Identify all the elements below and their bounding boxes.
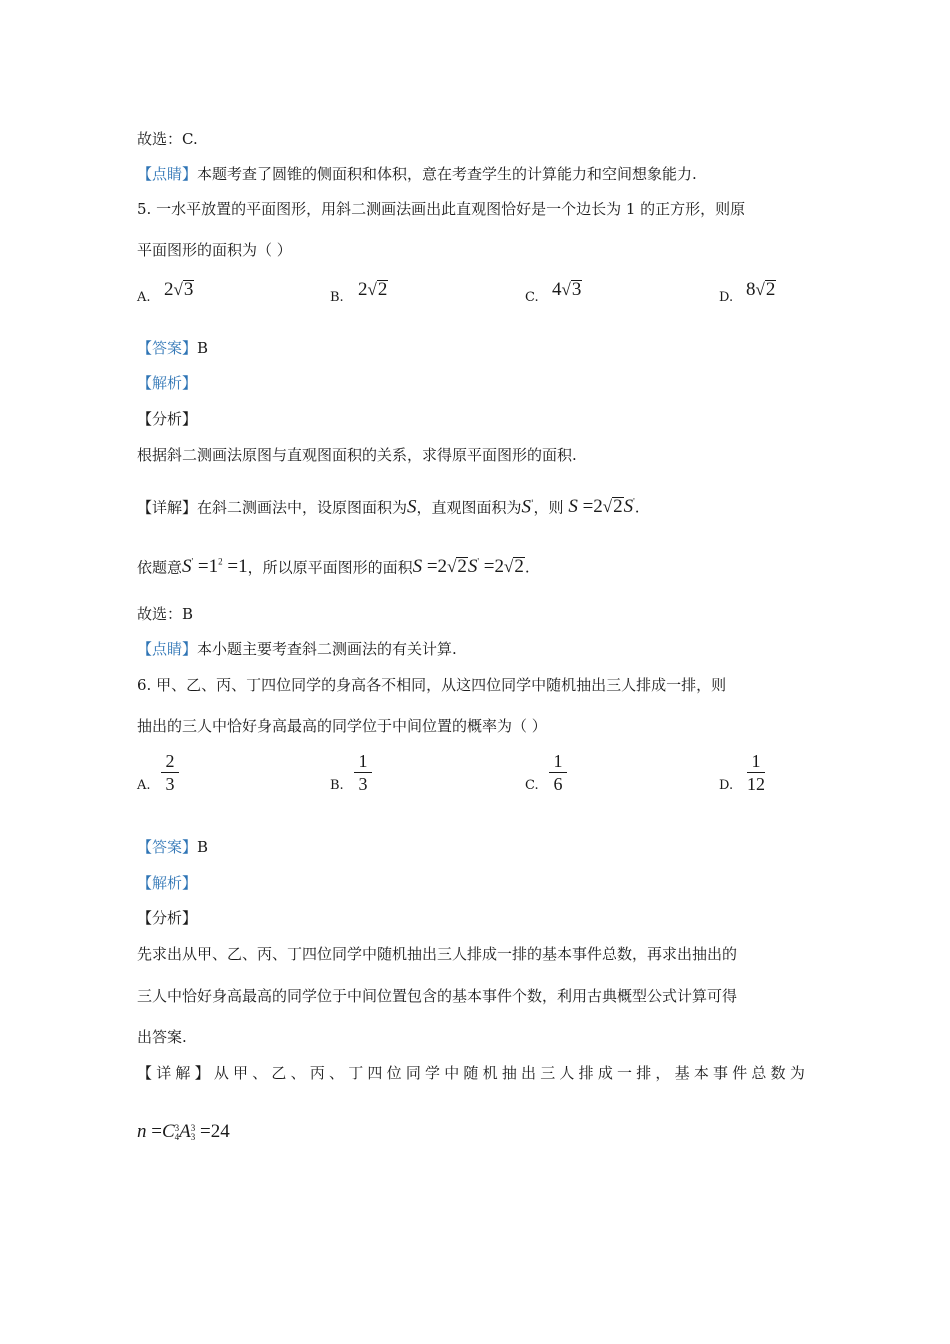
q5-stem-line2: 平面图形的面积为（ ） <box>137 241 292 259</box>
q6-answer: 【答案】B <box>137 838 209 856</box>
dianjing-tag: 【点睛】 <box>137 165 198 183</box>
conclusion-prev: 故选：C. <box>137 130 198 148</box>
q6-stem-line1: 6. 甲、乙、丙、丁四位同学的身高各不相同，从这四位同学中随机抽出三人排成一排，则 <box>137 676 727 694</box>
dianjing-prev <box>137 164 697 184</box>
dianjing-text: 本题考查了圆锥的侧面积和体积，意在考查学生的计算能力和空间想象能力. <box>197 165 697 183</box>
q6-fenxi-line2: 三人中恰好身高最高的同学位于中间位置包含的基本事件个数，利用古典概型公式计算可得 <box>137 987 738 1005</box>
q5-yiti: 依题意$S' =1^2 =1$，所以原平面图形的面积S =2√2S' =2√2. <box>137 556 530 578</box>
q5-fenxi-text: 根据斜二测画法原图与直观图面积的关系，求得原平面图形的面积. <box>137 446 577 464</box>
q5-dianjing: 【点睛】本小题主要考查斜二测画法的有关计算. <box>137 640 457 658</box>
q6-stem-line2: 抽出的三人中恰好身高最高的同学位于中间位置的概率为（ ） <box>137 717 547 735</box>
q5-xiangjie: 【详解】在斜二测画法中，设原图面积为S，直观图面积为S'，则 S =2√2S'. <box>137 496 640 518</box>
q6-jiexi: 【解析】 <box>137 874 198 892</box>
q5-guxuan: 故选：B <box>137 605 194 623</box>
q5-answer: 【答案】B <box>137 339 209 357</box>
q6-formula: n =C 3 4 A 3 3 =24 <box>137 1121 230 1142</box>
q6-xiangjie: 【详解】从甲、乙、丙、丁四位同学中随机抽出三人排成一排，基本事件总数为 <box>137 1064 810 1082</box>
q5-stem-line1: 5. 一水平放置的平面图形，用斜二测画法画出此直观图恰好是一个边长为 1 的正方形，则原 <box>137 200 746 218</box>
q5-fenxi-tag: 【分析】 <box>137 410 198 428</box>
q5-jiexi: 【解析】 <box>137 374 198 392</box>
q6-fenxi-tag: 【分析】 <box>137 909 198 927</box>
q6-fenxi-line3: 出答案. <box>137 1028 187 1046</box>
q6-fenxi-line1: 先求出从甲、乙、丙、丁四位同学中随机抽出三人排成一排的基本事件总数，再求出抽出的 <box>137 945 738 963</box>
